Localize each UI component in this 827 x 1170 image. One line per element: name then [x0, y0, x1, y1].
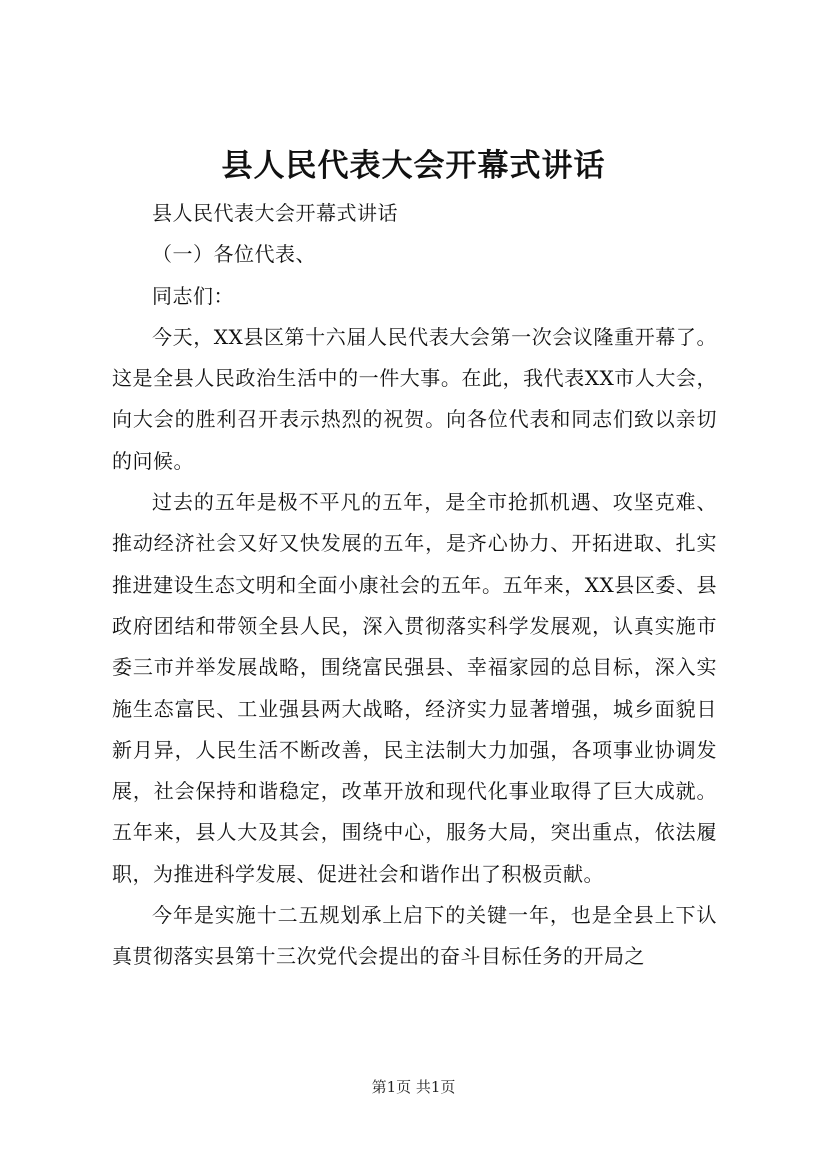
paragraph-salutation-1: （一）各位代表、 [152, 242, 316, 267]
paragraph-opening: 今天，XX县区第十六届人民代表大会第一次会议隆重开幕了。这是全县人民政治生活中的一件大事。在此，我代表XX市人大会，向大会的胜利召开表示热烈的祝贺。向各位代表和同志们致以亲切的问候。 [112, 324, 717, 473]
document-title: 县人民代表大会开幕式讲话 [221, 148, 606, 184]
paragraph-subtitle: 县人民代表大会开幕式讲话 [152, 201, 398, 225]
document-body [112, 193, 717, 978]
paragraph-salutation-2: 同志们： [152, 283, 234, 308]
paragraph-five-years: 过去的五年是极不平凡的五年，是全市抢抓机遇、攻坚克难、推动经济社会又好又快发展的五年，是齐心协力、开拓进取、扎实推进建设生态文明和全面小康社会的五年。五年来，XX县区委、县政府团结和带领全县人民，深入贯彻落实科学发展观，认真实施市委三市并举发展战略，围绕富民强县、幸福家园的总目标，深入实施生态富民、工业强县两大战略，经济实力显著增强，城乡面貌日新月异，人民生活不断改善，民主法制大力加强，各项事业协调发展，社会保持和谐稳定，改革开放和现代化事业取得了巨大成就。五年来，县人大及其会，围绕中心，服务大局，突出重点，依法履职，为推进科学发展、促进社会和谐作出了积极贡献。 [112, 490, 717, 886]
page-footer: 第1页 共1页 [371, 1078, 456, 1096]
paragraph-this-year: 今年是实施十二五规划承上启下的关键一年，也是全县上下认真贯彻落实县第十三次党代会提出的奋斗目标任务的开局之 [112, 903, 717, 969]
